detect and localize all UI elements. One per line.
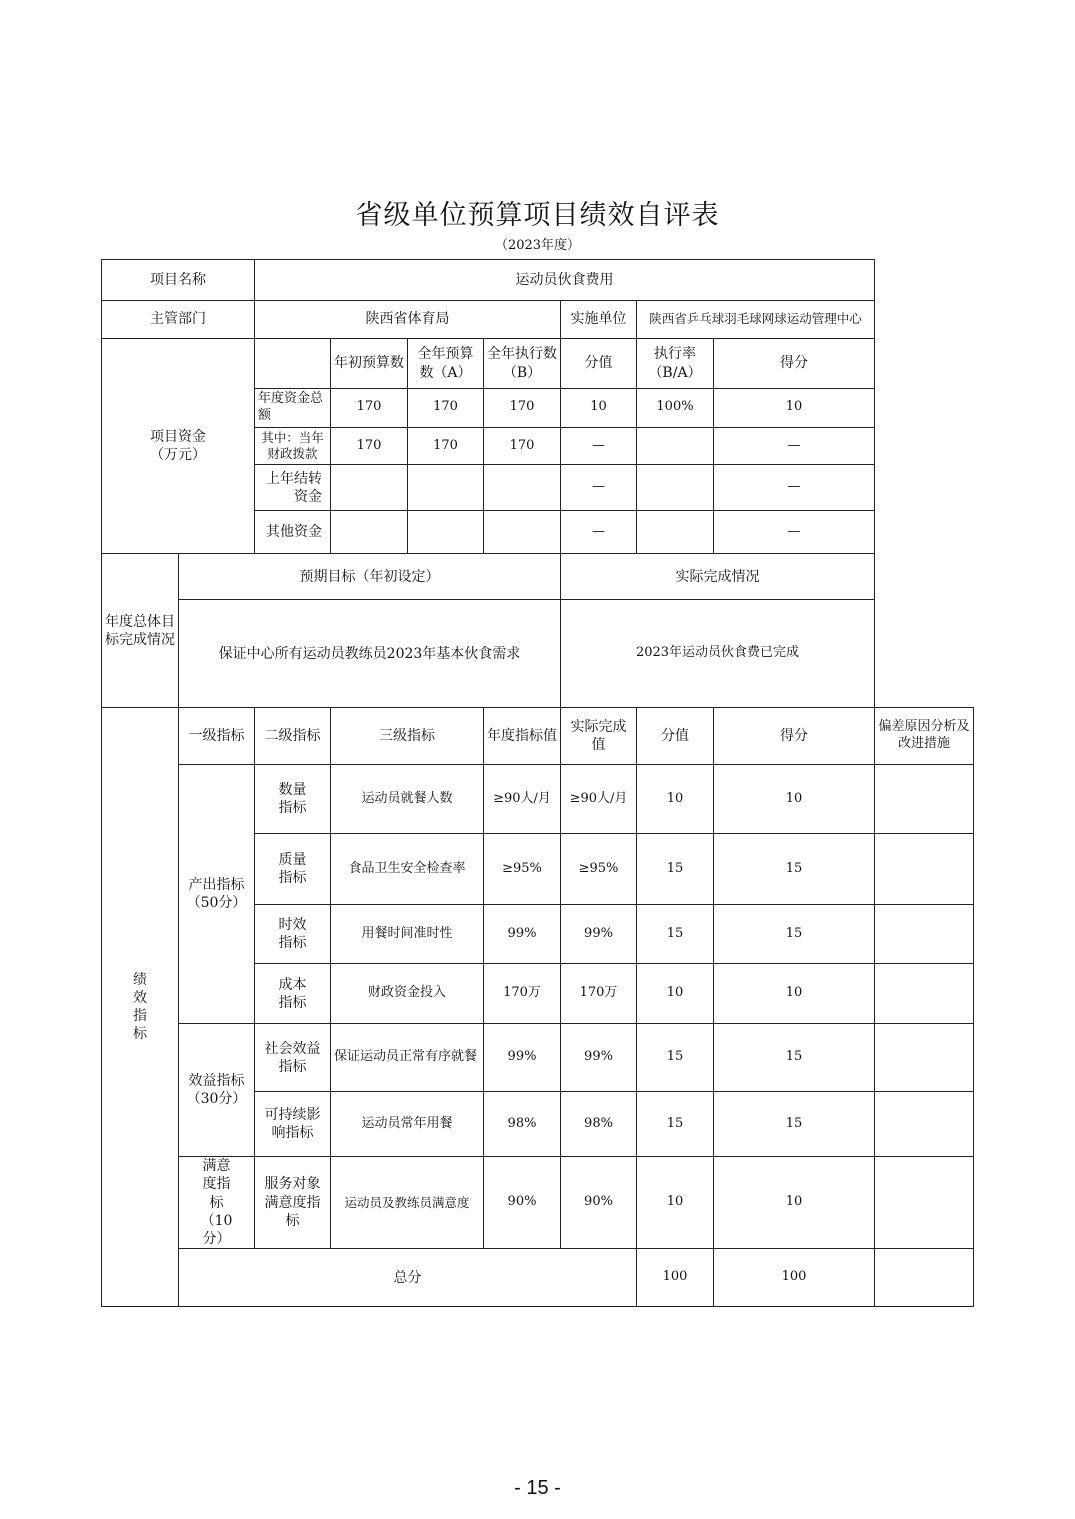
form-title: 省级单位预算项目绩效自评表 bbox=[355, 200, 720, 231]
page-number: - 15 - bbox=[514, 1477, 561, 1499]
target-value: 99% bbox=[484, 905, 561, 964]
level3-name: 保证运动员正常有序就餐 bbox=[331, 1024, 484, 1092]
project-name-value: 运动员伙食费用 bbox=[255, 260, 875, 301]
indicators-label: 绩效指标 bbox=[102, 708, 179, 1307]
deviation-note bbox=[875, 964, 974, 1024]
deviation-note bbox=[875, 765, 974, 834]
project-name-label: 项目名称 bbox=[102, 260, 255, 301]
funds-row-executed: 170 bbox=[484, 427, 561, 465]
funds-row-score-value: — bbox=[561, 427, 637, 465]
level2-name: 可持续影响指标 bbox=[255, 1092, 331, 1157]
score-value: 10 bbox=[637, 964, 714, 1024]
score-value: 15 bbox=[637, 905, 714, 964]
funds-row-score: 10 bbox=[714, 389, 875, 428]
department-row bbox=[102, 301, 974, 339]
funds-row-executed: 170 bbox=[484, 389, 561, 428]
funds-row-initial: 170 bbox=[331, 427, 408, 465]
funds-row-score-value: — bbox=[561, 465, 637, 511]
level1-output: 产出指标 （50分） bbox=[179, 765, 255, 1024]
deviation-note bbox=[875, 1092, 974, 1157]
form-year: （2023年度） bbox=[494, 238, 581, 253]
department-label: 主管部门 bbox=[102, 301, 255, 339]
funds-row-name: 年度资金总额 bbox=[255, 389, 331, 428]
funds-row-score: — bbox=[714, 465, 875, 511]
indicator-row bbox=[102, 765, 974, 834]
level3-name: 运动员及教练员满意度 bbox=[331, 1157, 484, 1249]
level1-satisfaction: 满意度指标 （10分） bbox=[179, 1157, 255, 1249]
total-label: 总分 bbox=[179, 1249, 637, 1307]
funds-header-score: 得分 bbox=[714, 339, 875, 389]
actual-value: 170万 bbox=[561, 964, 637, 1024]
indicator-header-actual: 实际完成值 bbox=[561, 708, 637, 765]
total-note bbox=[875, 1249, 974, 1307]
indicator-row bbox=[102, 1157, 974, 1249]
funds-header-blank bbox=[255, 339, 331, 389]
target-value: 99% bbox=[484, 1024, 561, 1092]
actual-goal-header: 实际完成情况 bbox=[561, 554, 875, 600]
level2-name: 时效指标 bbox=[255, 905, 331, 964]
indicator-header-level1: 一级指标 bbox=[179, 708, 255, 765]
project-name-row bbox=[102, 260, 974, 301]
funds-header-executed: 全年执行数（B） bbox=[484, 339, 561, 389]
deviation-note bbox=[875, 905, 974, 964]
actual-value: 99% bbox=[561, 905, 637, 964]
total-score-value: 100 bbox=[637, 1249, 714, 1307]
level1-benefit: 效益指标 （30分） bbox=[179, 1024, 255, 1157]
implementing-unit-value: 陕西省乒乓球羽毛球网球运动管理中心 bbox=[637, 301, 875, 339]
indicator-header-score: 得分 bbox=[714, 708, 875, 765]
expected-goal-header: 预期目标（年初设定） bbox=[179, 554, 561, 600]
score: 15 bbox=[714, 1092, 875, 1157]
level3-name: 财政资金投入 bbox=[331, 964, 484, 1024]
level3-name: 用餐时间准时性 bbox=[331, 905, 484, 964]
score-value: 15 bbox=[637, 1024, 714, 1092]
goals-content-row bbox=[102, 600, 974, 708]
goals-label: 年度总体目标完成情况 bbox=[102, 554, 179, 708]
funds-row-rate bbox=[637, 427, 714, 465]
target-value: 98% bbox=[484, 1092, 561, 1157]
total-score: 100 bbox=[714, 1249, 875, 1307]
score: 10 bbox=[714, 1157, 875, 1249]
score-value: 10 bbox=[637, 765, 714, 834]
funds-row-score: — bbox=[714, 427, 875, 465]
department-value: 陕西省体育局 bbox=[255, 301, 561, 339]
funds-row-name: 其他资金 bbox=[255, 511, 331, 554]
funds-header-rate: 执行率（B/A） bbox=[637, 339, 714, 389]
actual-value: ≥95% bbox=[561, 834, 637, 905]
funds-row-name: 上年结转资金 bbox=[255, 465, 331, 511]
funds-row-executed bbox=[484, 511, 561, 554]
funds-header-row bbox=[102, 339, 974, 389]
score: 10 bbox=[714, 765, 875, 834]
funds-label: 项目资金 （万元） bbox=[102, 339, 255, 554]
actual-value: 98% bbox=[561, 1092, 637, 1157]
score: 15 bbox=[714, 1024, 875, 1092]
funds-row-rate: 100% bbox=[637, 389, 714, 428]
actual-value: 99% bbox=[561, 1024, 637, 1092]
funds-row-rate bbox=[637, 465, 714, 511]
level2-name: 数量指标 bbox=[255, 765, 331, 834]
indicator-header-score-value: 分值 bbox=[637, 708, 714, 765]
indicator-header-level2: 二级指标 bbox=[255, 708, 331, 765]
level2-name: 成本指标 bbox=[255, 964, 331, 1024]
funds-row-score: — bbox=[714, 511, 875, 554]
implementing-unit-label: 实施单位 bbox=[561, 301, 637, 339]
funds-row-annual: 170 bbox=[408, 427, 484, 465]
actual-value: 90% bbox=[561, 1157, 637, 1249]
funds-row-rate bbox=[637, 511, 714, 554]
expected-goal-text: 保证中心所有运动员教练员2023年基本伙食需求 bbox=[179, 600, 561, 708]
funds-row-annual bbox=[408, 465, 484, 511]
deviation-note bbox=[875, 1024, 974, 1092]
funds-row-name: 其中：当年财政拨款 bbox=[255, 427, 331, 465]
score: 10 bbox=[714, 964, 875, 1024]
funds-row-annual: 170 bbox=[408, 389, 484, 428]
level2-name: 社会效益指标 bbox=[255, 1024, 331, 1092]
target-value: ≥95% bbox=[484, 834, 561, 905]
funds-header-initial: 年初预算数 bbox=[331, 339, 408, 389]
target-value: ≥90人/月 bbox=[484, 765, 561, 834]
deviation-note bbox=[875, 1157, 974, 1249]
deviation-note bbox=[875, 834, 974, 905]
funds-row-initial bbox=[331, 465, 408, 511]
goals-header-row bbox=[102, 554, 974, 600]
funds-row-annual bbox=[408, 511, 484, 554]
total-row bbox=[102, 1249, 974, 1307]
score: 15 bbox=[714, 905, 875, 964]
funds-row-score-value: — bbox=[561, 511, 637, 554]
level2-name: 质量指标 bbox=[255, 834, 331, 905]
indicator-row bbox=[102, 1024, 974, 1092]
self-evaluation-table bbox=[101, 259, 974, 1307]
indicator-header-target: 年度指标值 bbox=[484, 708, 561, 765]
score-value: 10 bbox=[637, 1157, 714, 1249]
funds-header-score-value: 分值 bbox=[561, 339, 637, 389]
score: 15 bbox=[714, 834, 875, 905]
level3-name: 运动员常年用餐 bbox=[331, 1092, 484, 1157]
level2-name: 服务对象满意度指标 bbox=[255, 1157, 331, 1249]
level3-name: 食品卫生安全检查率 bbox=[331, 834, 484, 905]
funds-row-score-value: 10 bbox=[561, 389, 637, 428]
funds-header-annual: 全年预算数（A） bbox=[408, 339, 484, 389]
indicator-header-level3: 三级指标 bbox=[331, 708, 484, 765]
target-value: 90% bbox=[484, 1157, 561, 1249]
funds-row-initial bbox=[331, 511, 408, 554]
score-value: 15 bbox=[637, 1092, 714, 1157]
indicator-header-note: 偏差原因分析及改进措施 bbox=[875, 708, 974, 765]
level3-name: 运动员就餐人数 bbox=[331, 765, 484, 834]
target-value: 170万 bbox=[484, 964, 561, 1024]
score-value: 15 bbox=[637, 834, 714, 905]
funds-row-initial: 170 bbox=[331, 389, 408, 428]
actual-value: ≥90人/月 bbox=[561, 765, 637, 834]
indicator-header-row bbox=[102, 708, 974, 765]
funds-row-executed bbox=[484, 465, 561, 511]
actual-goal-text: 2023年运动员伙食费已完成 bbox=[561, 600, 875, 708]
